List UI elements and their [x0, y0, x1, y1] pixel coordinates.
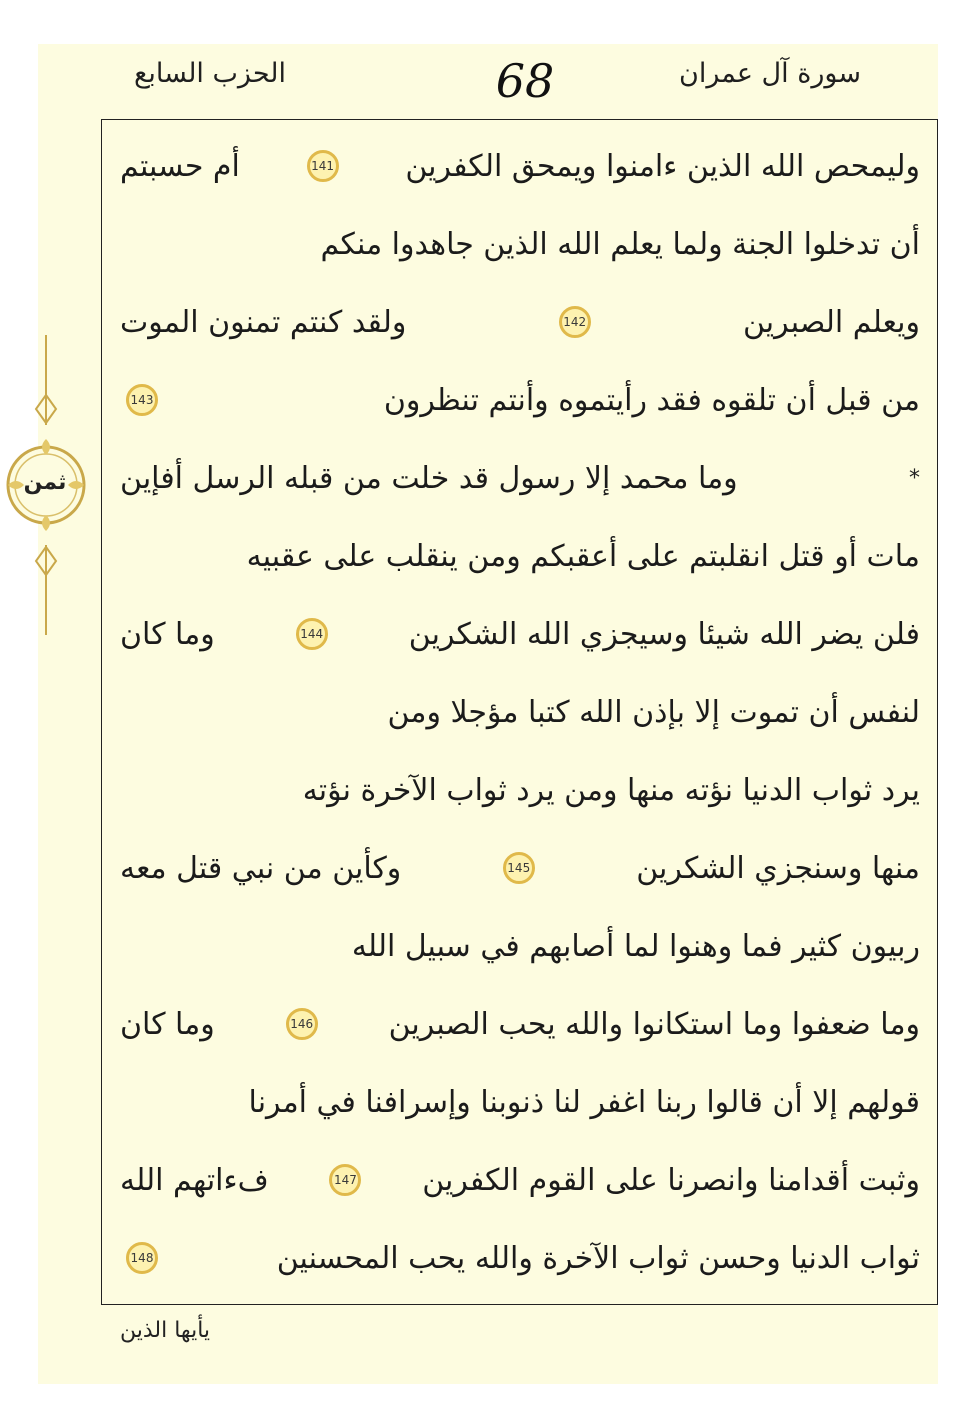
verse-text: وما كان	[120, 1006, 215, 1042]
verse-text: وثبت أقدامنا وانصرنا على القوم الكفرين	[422, 1162, 920, 1198]
ayah-number-marker: 144	[296, 618, 328, 650]
text-line	[120, 283, 920, 361]
ayah-number-marker: 147	[329, 1164, 361, 1196]
verse-text: قولهم إلا أن قالوا ربنا اغفر لنا ذنوبنا وإسرافنا في أمرنا	[248, 1084, 920, 1120]
verse-text: ربيون كثير فما وهنوا لما أصابهم في سبيل الله	[351, 928, 920, 964]
quran-text	[120, 127, 920, 1292]
verse-text: لنفس أن تموت إلا بإذن الله كتبا مؤجلا ومن	[387, 694, 920, 730]
text-line	[120, 985, 920, 1063]
text-line	[120, 517, 920, 595]
verse-text: ثواب الدنيا وحسن ثواب الآخرة والله يحب المحسنين	[276, 1240, 920, 1276]
verse-text: مات أو قتل انقلبتم على أعقبكم ومن ينقلب على عقبيه	[246, 538, 920, 574]
verse-text: وما ضعفوا وما استكانوا والله يحب الصبرين	[388, 1006, 920, 1042]
verse-text: أم حسبتم	[120, 148, 240, 184]
verse-text: ولقد كنتم تمنون الموت	[120, 304, 407, 340]
catchword: يأيها الذين	[120, 1318, 211, 1343]
verse-text: فءاتهم الله	[120, 1162, 269, 1198]
ayah-number-marker: 148	[126, 1242, 158, 1274]
verse-text: وكأين من نبي قتل معه	[120, 850, 402, 886]
ayah-number-marker: 141	[307, 150, 339, 182]
verse-text: من قبل أن تلقوه فقد رأيتموه وأنتم تنظرون	[383, 382, 920, 418]
text-line	[120, 127, 920, 205]
text-line	[120, 1219, 920, 1297]
ayah-number-marker: 146	[286, 1008, 318, 1040]
verse-text: وما محمد إلا رسول قد خلت من قبله الرسل أفإين	[120, 460, 738, 496]
ayah-number-marker: 145	[503, 852, 535, 884]
ayah-number-marker: 143	[126, 384, 158, 416]
verse-text: أن تدخلوا الجنة ولما يعلم الله الذين جاهدوا منكم	[320, 226, 920, 262]
verse-text: فلن يضر الله شيئا وسيجزي الله الشكرين	[408, 616, 920, 652]
hizb-label: الحزب السابع	[134, 58, 286, 89]
text-line	[120, 829, 920, 907]
text-line	[120, 439, 920, 517]
text-line	[120, 1141, 920, 1219]
thumun-label: ثمن	[23, 470, 67, 495]
text-line	[120, 205, 920, 283]
page-number: 68	[495, 54, 555, 108]
surah-name: سورة آل عمران	[679, 58, 861, 89]
verse-text: وليمحص الله الذين ءامنوا ويمحق الكفرين	[405, 148, 920, 184]
hizb-star-icon: *	[909, 465, 920, 491]
text-line	[120, 673, 920, 751]
ayah-number-marker: 142	[559, 306, 591, 338]
text-line	[120, 1063, 920, 1141]
verse-text: ويعلم الصبرين	[742, 304, 920, 340]
text-line	[120, 907, 920, 985]
verse-text: منها وسنجزي الشكرين	[636, 850, 920, 886]
text-line	[120, 751, 920, 829]
verse-text: وما كان	[120, 616, 215, 652]
text-line	[120, 595, 920, 673]
text-line	[120, 361, 920, 439]
verse-text: يرد ثواب الدنيا نؤته منها ومن يرد ثواب الآخرة نؤته	[302, 772, 920, 808]
